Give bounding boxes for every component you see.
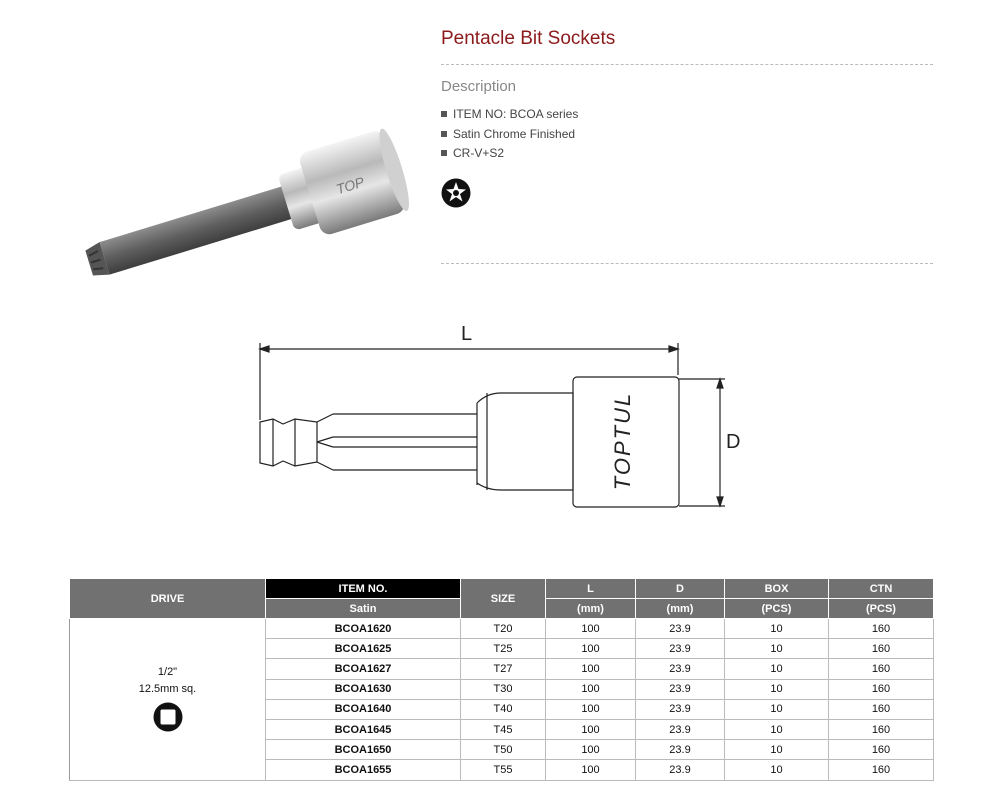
feature-item: ITEM NO: BCOA series xyxy=(441,107,578,127)
cell-item: BCOA1650 xyxy=(266,740,461,760)
cell-box: 10 xyxy=(725,740,829,760)
cell-item: BCOA1630 xyxy=(266,679,461,699)
header-size: SIZE xyxy=(461,579,546,619)
header-l-unit: (mm) xyxy=(546,599,636,619)
cell-box: 10 xyxy=(725,699,829,719)
header-box-unit: (PCS) xyxy=(725,599,829,619)
cell-ctn: 160 xyxy=(829,699,934,719)
header-item-finish: Satin xyxy=(266,599,461,619)
header-ctn-unit: (PCS) xyxy=(829,599,934,619)
cell-l: 100 xyxy=(546,740,636,760)
header-box: BOX xyxy=(725,579,829,599)
cell-ctn: 160 xyxy=(829,659,934,679)
cell-box: 10 xyxy=(725,659,829,679)
cell-size: T50 xyxy=(461,740,546,760)
cell-ctn: 160 xyxy=(829,619,934,639)
cell-l: 100 xyxy=(546,619,636,639)
cell-d: 23.9 xyxy=(636,760,725,780)
drive-cell xyxy=(70,619,266,781)
header-l: L xyxy=(546,579,636,599)
divider-bottom xyxy=(441,263,933,264)
length-label: L xyxy=(461,323,473,345)
cell-box: 10 xyxy=(725,719,829,739)
cell-item: BCOA1655 xyxy=(266,760,461,780)
cell-size: T55 xyxy=(461,760,546,780)
product-photo xyxy=(75,120,420,290)
feature-item: Satin Chrome Finished xyxy=(441,127,578,147)
bullet-icon xyxy=(441,150,447,156)
feature-item: CR-V+S2 xyxy=(441,146,578,166)
cell-l: 100 xyxy=(546,760,636,780)
torx-pentacle-icon xyxy=(441,178,471,208)
drive-sq: 12.5mm sq. xyxy=(138,683,197,696)
cell-d: 23.9 xyxy=(636,619,725,639)
spec-table xyxy=(69,578,934,781)
technical-drawing xyxy=(255,325,755,515)
description-heading: Description xyxy=(441,78,517,95)
diameter-label: D xyxy=(726,431,741,453)
cell-ctn: 160 xyxy=(829,740,934,760)
cell-item: BCOA1645 xyxy=(266,719,461,739)
header-item-no: ITEM NO. xyxy=(266,579,461,599)
cell-ctn: 160 xyxy=(829,679,934,699)
cell-d: 23.9 xyxy=(636,659,725,679)
header-drive: DRIVE xyxy=(70,579,266,619)
cell-item: BCOA1627 xyxy=(266,659,461,679)
header-ctn: CTN xyxy=(829,579,934,599)
cell-item: BCOA1640 xyxy=(266,699,461,719)
cell-d: 23.9 xyxy=(636,639,725,659)
cell-l: 100 xyxy=(546,699,636,719)
cell-l: 100 xyxy=(546,659,636,679)
cell-ctn: 160 xyxy=(829,639,934,659)
cell-box: 10 xyxy=(725,760,829,780)
cell-item: BCOA1620 xyxy=(266,619,461,639)
cell-d: 23.9 xyxy=(636,699,725,719)
cell-size: T27 xyxy=(461,659,546,679)
drive-size: 1/2" xyxy=(157,666,178,679)
cell-item: BCOA1625 xyxy=(266,639,461,659)
bullet-icon xyxy=(441,111,447,117)
cell-size: T40 xyxy=(461,699,546,719)
table-row xyxy=(70,619,934,639)
cell-l: 100 xyxy=(546,719,636,739)
cell-d: 23.9 xyxy=(636,719,725,739)
divider-top xyxy=(441,64,933,65)
cell-box: 10 xyxy=(725,619,829,639)
cell-box: 10 xyxy=(725,639,829,659)
bullet-icon xyxy=(441,131,447,137)
cell-l: 100 xyxy=(546,639,636,659)
header-d-unit: (mm) xyxy=(636,599,725,619)
feature-list xyxy=(441,107,578,166)
header-d: D xyxy=(636,579,725,599)
cell-l: 100 xyxy=(546,679,636,699)
cell-box: 10 xyxy=(725,679,829,699)
brand-text: TOPTUL xyxy=(610,391,635,491)
cell-size: T30 xyxy=(461,679,546,699)
product-title: Pentacle Bit Sockets xyxy=(441,28,616,49)
cell-size: T25 xyxy=(461,639,546,659)
cell-ctn: 160 xyxy=(829,760,934,780)
cell-ctn: 160 xyxy=(829,719,934,739)
cell-d: 23.9 xyxy=(636,679,725,699)
svg-text:TOP: TOP xyxy=(334,173,367,198)
cell-size: T20 xyxy=(461,619,546,639)
cell-size: T45 xyxy=(461,719,546,739)
cell-d: 23.9 xyxy=(636,740,725,760)
square-drive-icon xyxy=(153,702,183,732)
